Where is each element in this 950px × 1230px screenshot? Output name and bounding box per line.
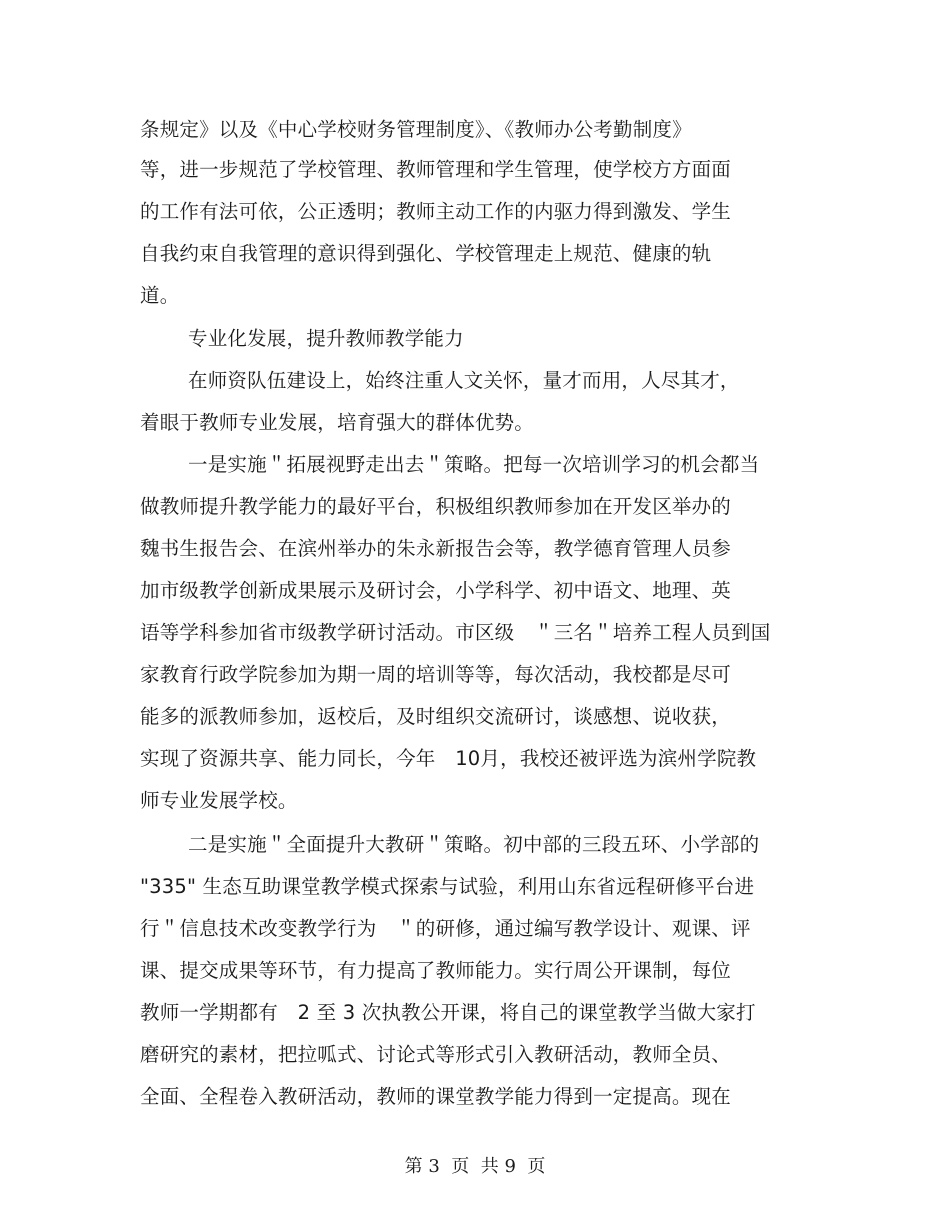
text-line: 自我约束自我管理的意识得到强化、学校管理走上规范、健康的轨: [140, 242, 712, 265]
text-line: 教师一学期都有 2 至 3 次执教公开课，将自己的课堂教学当做大家打: [140, 1001, 756, 1024]
text-line: 实现了资源共享、能力同长，今年 10月，我校还被评选为滨州学院教: [140, 747, 757, 770]
text-line: 能多的派教师参加，返校后，及时组织交流研讨，谈感想、说收获，: [140, 705, 732, 728]
text-line: 磨研究的素材，把拉呱式、讨论式等形式引入教研活动，教师全员、: [140, 1043, 732, 1066]
text-line: 道。: [140, 284, 180, 307]
section-heading: 专业化发展，提升教师教学能力: [188, 327, 464, 350]
text-line: 魏书生报告会、在滨州举办的朱永新报告会等，教学德育管理人员参: [140, 537, 732, 560]
text-line: 行＂信息技术改变教学行为 ＂的研修，通过编写教学设计、观课、评: [140, 917, 751, 940]
text-line: 条规定》以及《中心学校财务管理制度》、《教师办公考勤制度》: [140, 118, 692, 141]
text-line: 的工作有法可依，公正透明；教师主动工作的内驱力得到激发、学生: [140, 200, 732, 223]
text-line: 语等学科参加省市级教学研讨活动。市区级 ＂三名＂培养工程人员到国: [140, 621, 771, 644]
text-line: 二是实施＂全面提升大教研＂策略。初中部的三段五环、小学部的: [188, 833, 760, 856]
text-line: 一是实施＂拓展视野走出去＂策略。把每一次培训学习的机会都当: [188, 453, 760, 476]
text-line: 全面、全程卷入教研活动，教师的课堂教学能力得到一定提高。现在: [140, 1085, 732, 1108]
text-line: 着眼于教师专业发展，培育强大的群体优势。: [140, 411, 535, 434]
text-line: 家教育行政学院参加为期一周的培训等等，每次活动，我校都是尽可: [140, 663, 732, 686]
text-line: 课、提交成果等环节，有力提高了教师能力。实行周公开课制，每位: [140, 959, 732, 982]
page-number-footer: 第 3 页 共 9 页: [404, 1156, 546, 1177]
text-line: 做教师提升教学能力的最好平台，积极组织教师参加在开发区举办的: [140, 495, 732, 518]
text-line: 在师资队伍建设上，始终注重人文关怀，量才而用，人尽其才，: [188, 369, 740, 392]
text-line: 等，进一步规范了学校管理、教师管理和学生管理，使学校方方面面: [140, 158, 732, 181]
text-line: "335" 生态互助课堂教学模式探索与试验，利用山东省远程研修平台进: [140, 875, 755, 898]
text-line: 加市级教学创新成果展示及研讨会，小学科学、初中语文、地理、英: [140, 579, 732, 602]
text-line: 师专业发展学校。: [140, 789, 298, 812]
